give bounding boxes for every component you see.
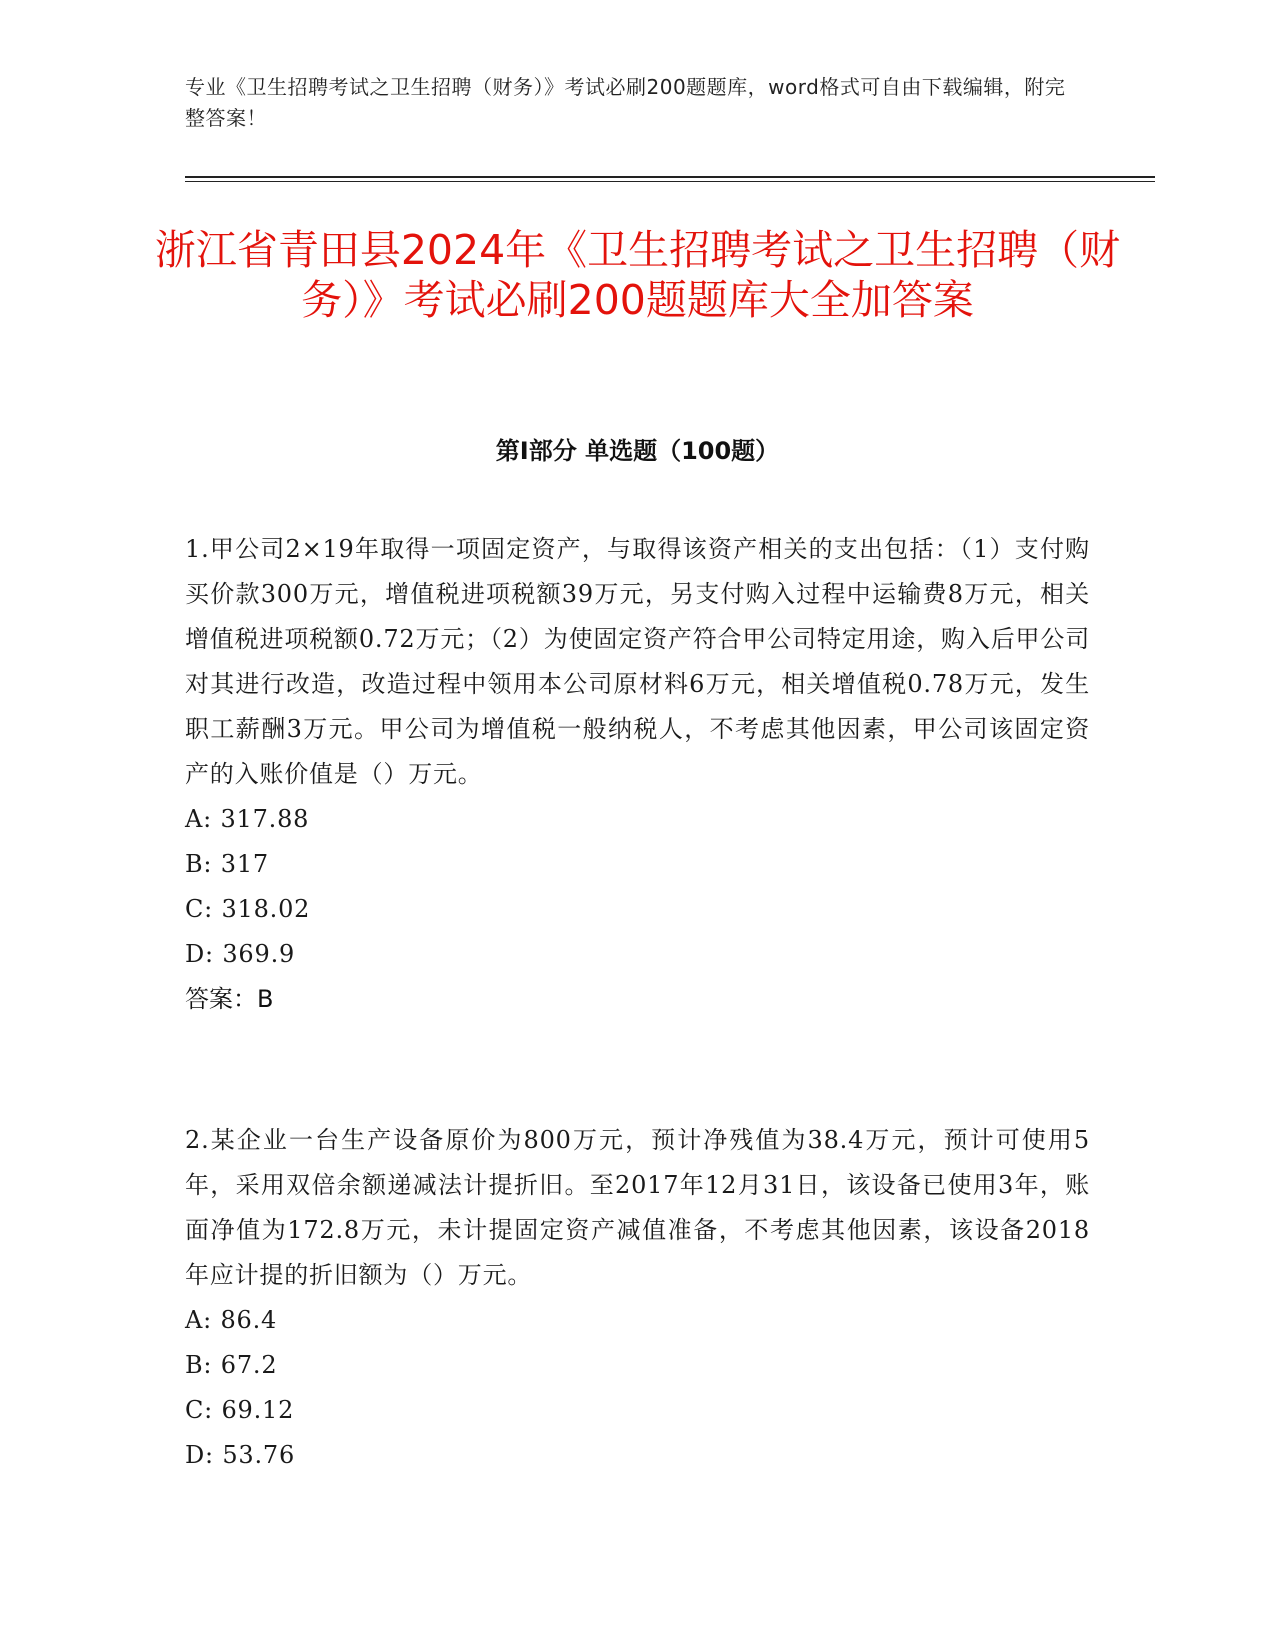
header-divider-thick bbox=[185, 176, 1155, 178]
question-2-option-a: A: 86.4 bbox=[185, 1306, 278, 1334]
question-1-option-a: A: 317.88 bbox=[185, 805, 310, 833]
document-title: 浙江省青田县2024年《卫生招聘考试之卫生招聘（财务）》考试必刷200题题库大全加答案 bbox=[154, 226, 1121, 324]
question-2-option-d: D: 53.76 bbox=[185, 1441, 296, 1469]
question-2-option-c: C: 69.12 bbox=[185, 1396, 295, 1424]
question-1 bbox=[185, 527, 1090, 1022]
question-2-option-b: B: 67.2 bbox=[185, 1351, 278, 1379]
question-1-stem: 1.甲公司2×19年取得一项固定资产，与取得该资产相关的支出包括：（1）支付购买价款300万元，增值税进项税额39万元，另支付购入过程中运输费8万元，相关增值税进项税额0.72万元；（2）为使固定资产符合甲公司特定用途，购入后甲公司对其进行改造，改造过程中领用本公司原材料6万元，相关增值税0.78万元，发生职工薪酬3万元。甲公司为增值税一般纳税人，不考虑其他因素，甲公司该固定资产的入账价值是（）万元。 bbox=[185, 535, 1090, 788]
question-1-answer: 答案：B bbox=[185, 985, 274, 1013]
question-1-option-d: D: 369.9 bbox=[185, 940, 296, 968]
header-divider-thin bbox=[185, 181, 1155, 182]
header-note: 专业《卫生招聘考试之卫生招聘（财务）》考试必刷200题题库，word格式可自由下载编辑，附完整答案！ bbox=[185, 75, 1066, 130]
question-1-option-c: C: 318.02 bbox=[185, 895, 311, 923]
question-2-stem: 2.某企业一台生产设备原价为800万元，预计净残值为38.4万元，预计可使用5年，采用双倍余额递减法计提折旧。至2017年12月31日，该设备已使用3年，账面净值为172.8万元，未计提固定资产减值准备，不考虑其他因素，该设备2018年应计提的折旧额为（）万元。 bbox=[185, 1126, 1090, 1289]
question-2 bbox=[185, 1118, 1090, 1478]
section-heading: 第I部分 单选题（100题） bbox=[495, 437, 780, 465]
question-1-option-b: B: 317 bbox=[185, 850, 269, 878]
